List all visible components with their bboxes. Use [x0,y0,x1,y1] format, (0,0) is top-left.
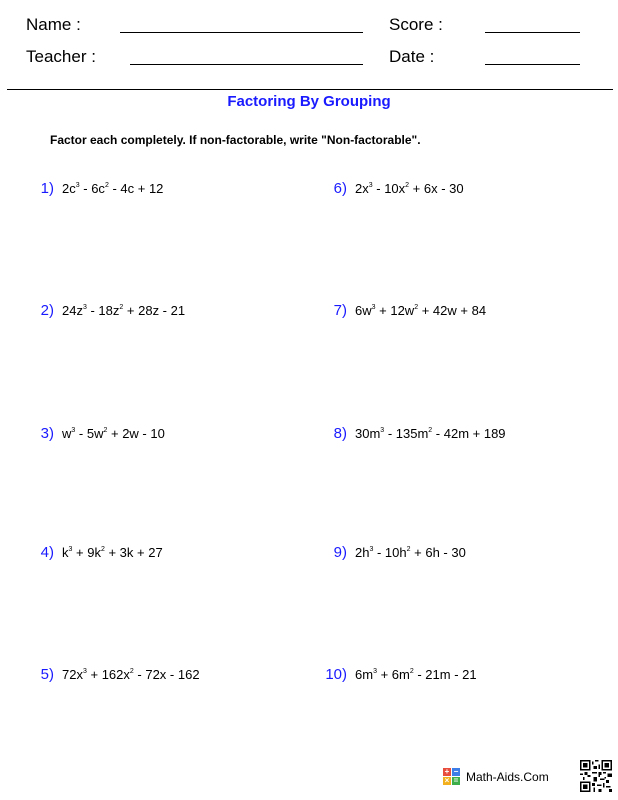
logo-cell: = [453,776,459,785]
exponent: 3 [380,427,385,434]
problem-number: 2) [40,302,54,319]
expression-term: 30m [355,426,381,441]
problem-item [325,180,464,197]
logo-cell: + [444,767,450,776]
expression-term: + 162x [86,667,130,682]
expression-term: - 6c [79,181,105,196]
expression-term: - 10h [373,545,407,560]
problem-number: 3) [40,425,54,442]
problem-number: 8) [333,425,347,442]
expression-term: - 5w [75,426,104,441]
problem-expression [62,426,165,441]
problem-item [34,425,165,442]
expression-term: - 72x - 162 [133,667,200,682]
exponent: 2 [414,304,419,311]
problem-item [325,544,466,561]
problem-number: 10) [325,666,347,683]
exponent: 3 [71,427,76,434]
name-line [120,32,363,33]
problem-item [325,302,486,319]
expression-term: 2h [355,545,370,560]
problem-number: 7) [333,302,347,319]
name-label: Name : [26,15,81,34]
expression-term: + 6m [376,667,410,682]
expression-term: + 28z - 21 [123,303,186,318]
expression-term: + 42w + 84 [418,303,487,318]
problem-number: 9) [333,544,347,561]
teacher-label: Teacher : [26,47,96,66]
problem-item [325,666,477,683]
problem-item [34,180,163,197]
exponent: 3 [82,304,87,311]
score-label: Score : [389,15,443,34]
problem-expression [355,426,506,441]
expression-term: - 21m - 21 [413,667,477,682]
problem-number: 1) [40,180,54,197]
problem-item [325,425,506,442]
exponent: 2 [119,304,124,311]
exponent: 2 [405,182,410,189]
exponent: 3 [371,304,376,311]
score-line [485,32,580,33]
exponent: 3 [369,546,374,553]
exponent: 3 [75,182,80,189]
brand-text: Math-Aids.Com [466,769,549,784]
expression-term: - 4c + 12 [108,181,164,196]
expression-term: - 18z [86,303,120,318]
instructions: Factor each completely. If non-factorable, write "Non-factorable". [50,133,421,147]
problem-item [34,544,163,561]
exponent: 3 [368,182,373,189]
expression-term: 6w [355,303,372,318]
expression-term: - 10x [372,181,406,196]
expression-term: w [62,426,72,441]
calculator-icon [443,768,460,785]
exponent: 2 [406,546,411,553]
problem-number: 5) [40,666,54,683]
exponent: 2 [104,182,109,189]
expression-term: - 135m [384,426,429,441]
exponent: 3 [373,668,377,675]
exponent: 2 [409,668,414,675]
expression-term: 2x [355,181,369,196]
qr-code-icon [580,760,612,792]
problem-expression [355,181,464,196]
expression-term: 24z [62,303,83,318]
header-divider [7,89,613,90]
exponent: 2 [129,668,134,675]
expression-term: + 3k + 27 [104,545,163,560]
logo-cell: − [453,767,459,776]
expression-term: 6m [355,667,374,682]
exponent: 3 [82,668,87,675]
expression-term: + 12w [375,303,415,318]
problem-number: 6) [333,180,347,197]
exponent: 3 [68,546,73,553]
math-aids-logo [443,768,549,785]
problem-number: 4) [40,544,54,561]
expression-term: + 9k [72,545,101,560]
date-line [485,64,580,65]
worksheet-title: Factoring By Grouping [227,93,391,110]
date-label: Date : [389,47,435,66]
expression-term: + 6x - 30 [409,181,464,196]
problem-expression [62,303,185,318]
problem-expression [355,667,477,682]
exponent: 2 [103,427,108,434]
problem-item [34,302,185,319]
problem-expression [62,545,163,560]
expression-term: - 42m + 189 [432,426,506,441]
problem-expression [355,545,466,560]
problem-item [34,666,200,683]
expression-term: 2c [62,181,76,196]
expression-term: + 6h - 30 [410,545,466,560]
problem-expression [62,181,163,196]
expression-term: k [62,545,69,560]
teacher-line [130,64,363,65]
expression-term: + 2w - 10 [107,426,165,441]
problem-expression [355,303,486,318]
exponent: 2 [428,427,433,434]
exponent: 2 [100,546,105,553]
problem-expression [62,667,200,682]
expression-term: 72x [62,667,83,682]
logo-cell: × [444,776,450,785]
